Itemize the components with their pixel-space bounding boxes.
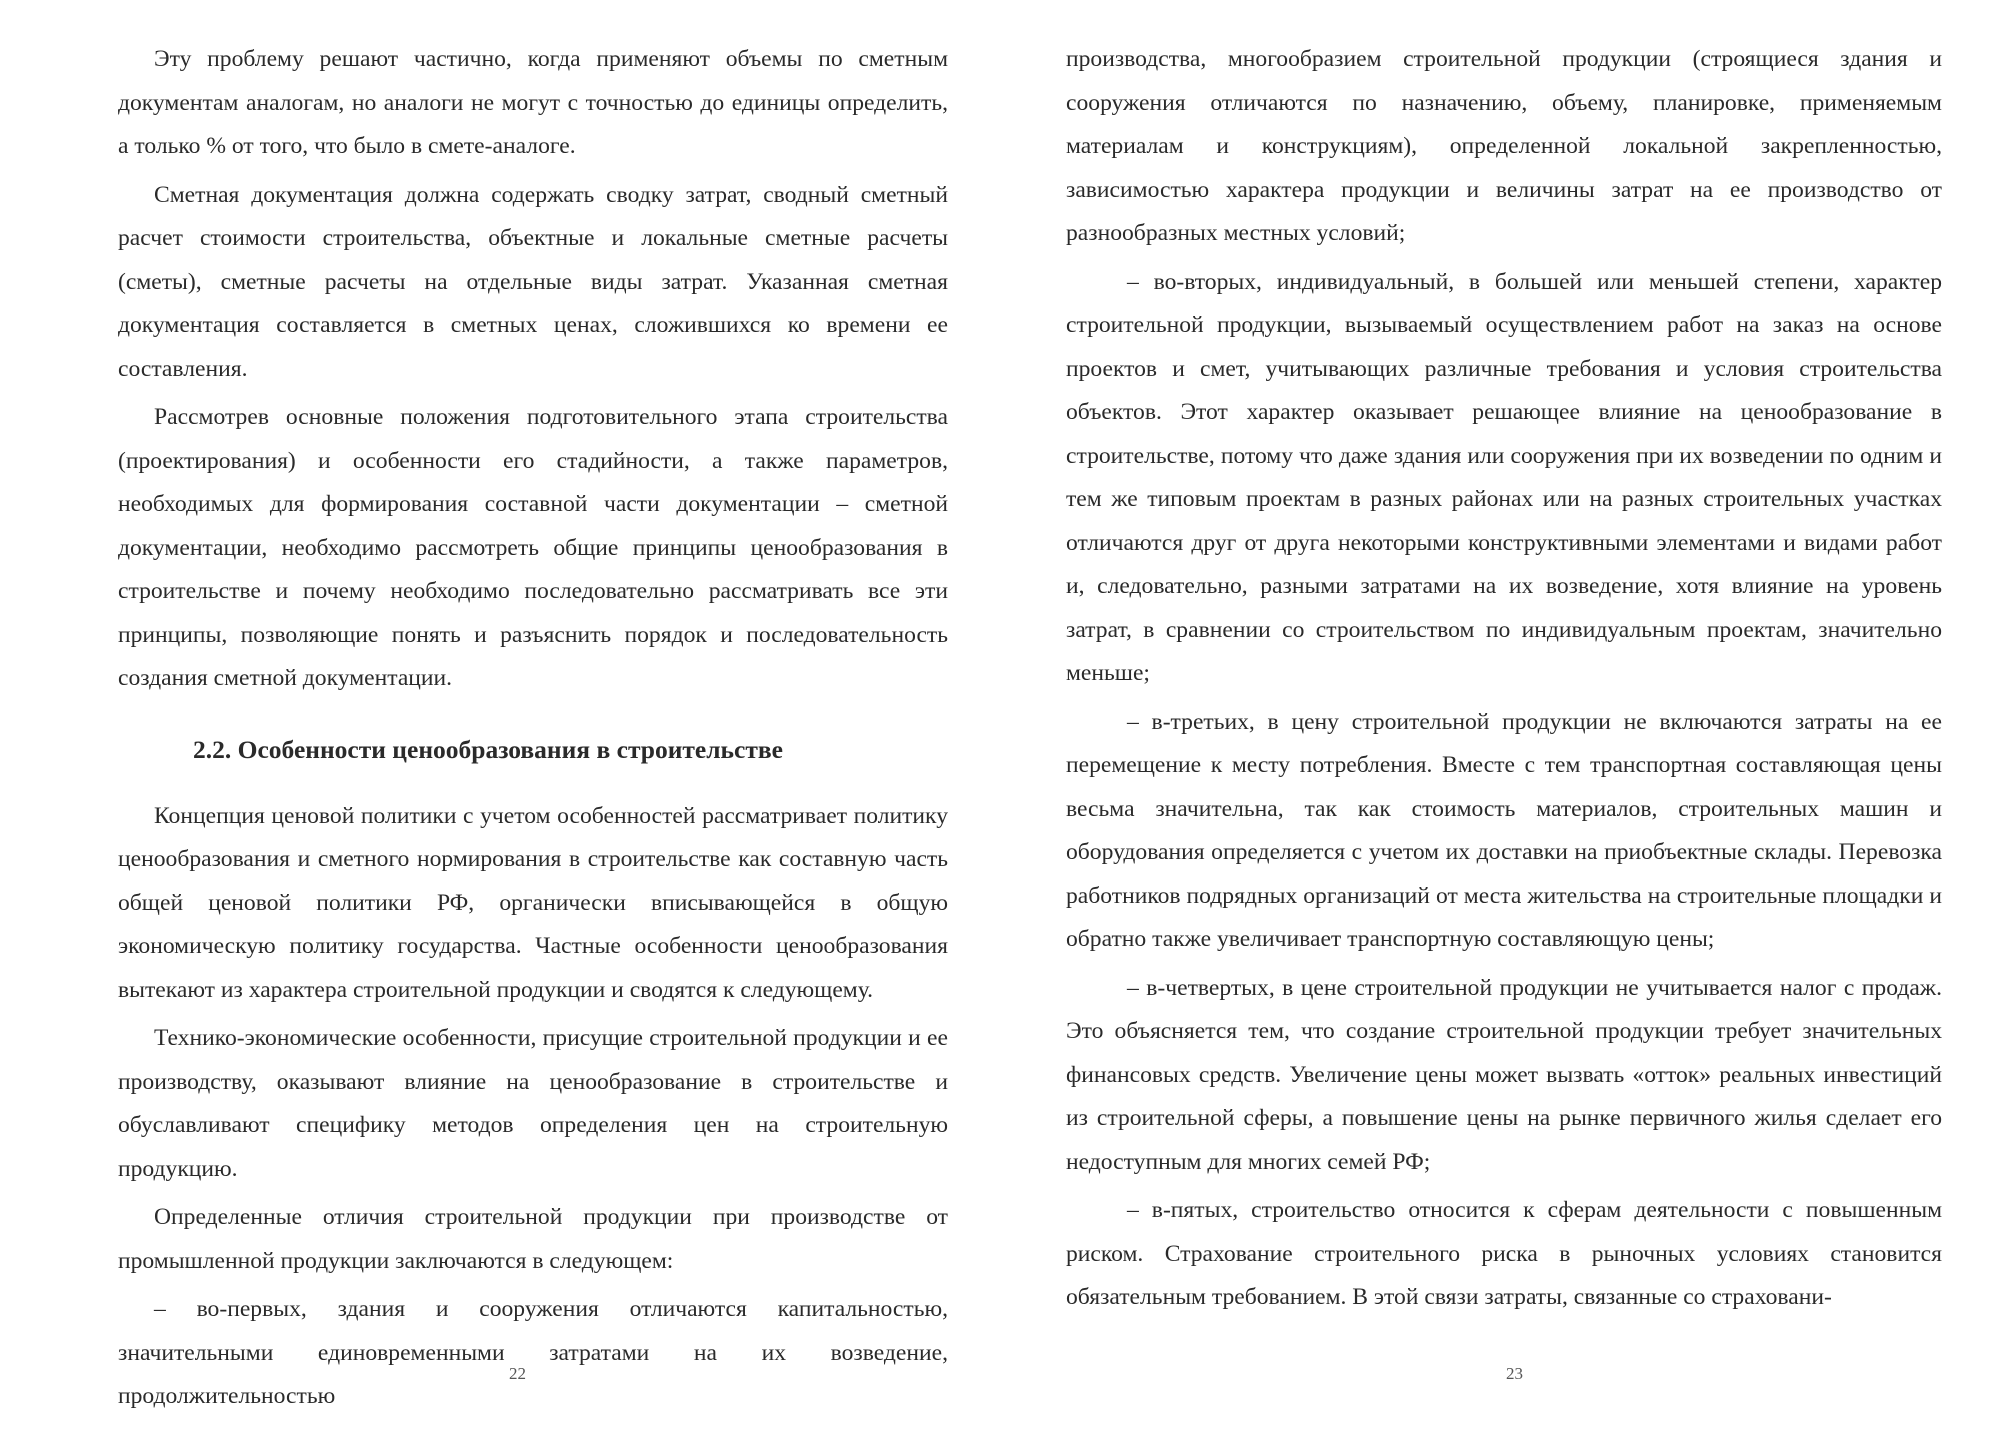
paragraph-preparatory-stage: Рассмотрев основные положения подготовительного этапа строительства (проектирования) и особенности его стадийности, а также параметров, необходимых для формирования составной части документации – сметной документации, необходимо рассмотреть общие принципы ценообразования в строительстве и почему необходимо последовательно рассматривать все эти принципы, позволяющие понять и разъяснить порядок и последовательность создания сметной документации.: [118, 404, 948, 691]
section-heading: 2.2. Особенности ценообразования в строительстве: [193, 734, 783, 764]
list-item-first: – во-первых, здания и сооружения отличаются капитальностью, значительными единовременными затратами на их возведение, продолжительностью: [118, 1296, 948, 1409]
paragraph-estimate-documentation: Сметная документация должна содержать сводку затрат, сводный сметный расчет стоимости строительства, объектные и локальные сметные расчеты (сметы), сметные расчеты на отдельные виды затрат. Указанная сметная документация составляется в сметных ценах, сложившихся ко времени ее составления.: [118, 181, 948, 382]
list-item-fourth: – в-четвертых, в цене строительной продукции не учитывается налог с продаж. Это объясняется тем, что создание строительной продукции требует значительных финансовых средств. Увеличение цены может вызвать «отток» реальных инвестиций из строительной сферы, а повышение цены на рынке первичного жилья сделает его недоступным для многих семей РФ;: [1066, 974, 1942, 1175]
paragraph-technical-economic-features: Технико-экономические особенности, присущие строительной продукции и ее производству, оказывают влияние на ценообразование в строительстве и обуславливают специфику методов определения цен на строительную продукцию.: [118, 1025, 948, 1182]
paragraph-price-policy-concept: Концепция ценовой политики с учетом особенностей рассматривает политику ценообразования и сметного нормирования в строительстве как составную часть общей ценовой политики РФ, органически вписывающейся в общую экономическую политику государства. Частные особенности ценообразования вытекают из характера строительной продукции и сводятся к следующему.: [118, 802, 948, 1003]
list-item-third: – в-третьих, в цену строительной продукции не включаются затраты на ее перемещение к месту потребления. Вместе с тем транспортная составляющая цены весьма значительна, так как стоимость материалов, строительных машин и оборудования определяется с учетом их доставки на приобъектные склады. Перевозка работников подрядных организаций от места жительства на строительные площадки и обратно также увеличивает транспортную составляющую цены;: [1066, 708, 1942, 952]
page-number: 23: [1506, 1364, 1523, 1383]
page-number: 22: [509, 1364, 526, 1383]
list-item-fifth: – в-пятых, строительство относится к сферам деятельности с повышенным риском. Страхование строительного риска в рыночных условиях становится обязательным требованием. В этой связи затраты, связанные со страховани-: [1066, 1197, 1942, 1310]
paragraph-continuation: производства, многообразием строительной продукции (строящиеся здания и сооружения отличаются по назначению, объему, планировке, применяемым материалам и конструкциям), определенной локальной закрепленностью, зависимостью характера продукции и величины затрат на ее производство от разнообразных местных условий;: [1066, 46, 1942, 246]
list-item-second: – во-вторых, индивидуальный, в большей или меньшей степени, характер строительной продукции, вызываемый осуществлением работ на заказ на основе проектов и смет, учитывающих различные требования и условия строительства объектов. Этот характер оказывает решающее влияние на ценообразование в строительстве, потому что даже здания или сооружения при их возведении по одним и тем же типовым проектам в разных районах или на разных строительных участках отличаются друг от друга некоторыми конструктивными элементами и видами работ и, следовательно, разными затратами на их возведение, хотя влияние на уровень затрат, в сравнении со строительством по индивидуальным проектам, значительно меньше;: [1066, 268, 1942, 686]
paragraph-analog-volumes: Эту проблему решают частично, когда применяют объемы по сметным документам аналогам, но аналоги не могут с точностью до единицы определить, а только % от того, что было в смете-аналоге.: [118, 46, 948, 159]
paragraph-differences-intro: Определенные отличия строительной продукции при производстве от промышленной продукции заключаются в следующем:: [118, 1204, 948, 1274]
right-page: [1000, 0, 2000, 1453]
